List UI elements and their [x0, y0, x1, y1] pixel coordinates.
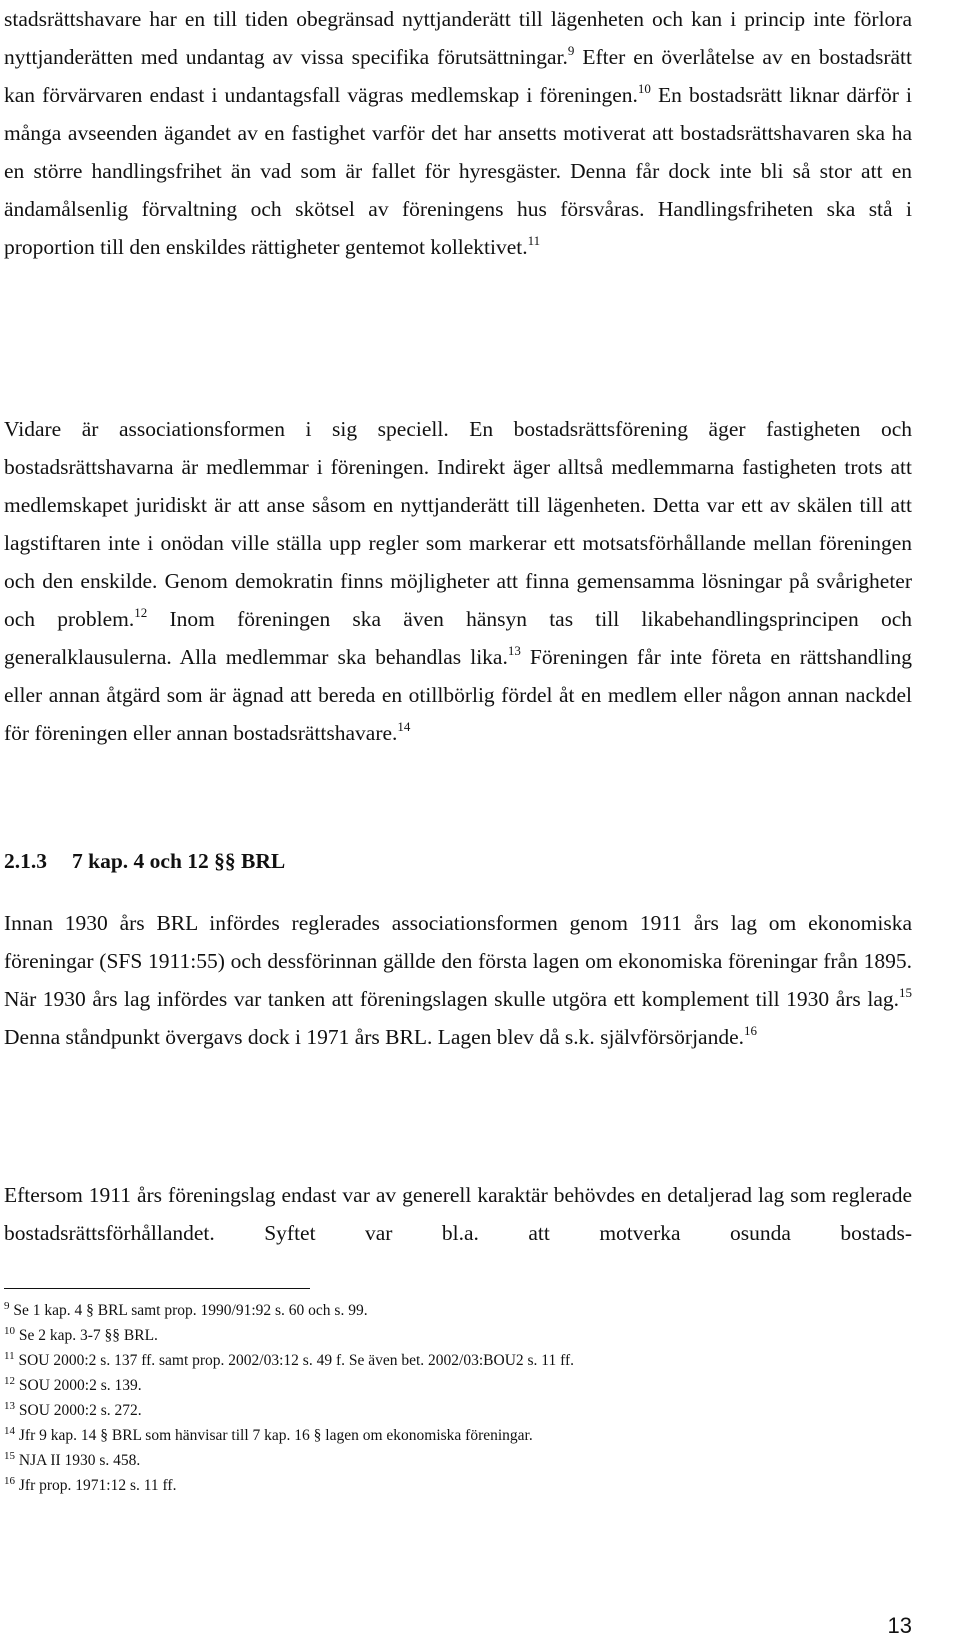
footnote-ref[interactable]: 10 — [637, 81, 651, 96]
footnote-ref[interactable]: 14 — [397, 719, 411, 734]
body-paragraph-4 — [4, 1176, 912, 1252]
footnote-text: Se 1 kap. 4 § BRL samt prop. 1990/91:92 s. 60 och s. 99. — [9, 1302, 368, 1319]
footnote — [4, 1373, 912, 1398]
body-paragraph-1 — [4, 0, 912, 266]
footnote-number: 12 — [4, 1375, 15, 1387]
footnote — [4, 1448, 912, 1473]
paragraph-text: Efter en överlåtelse av en bostadsrätt kan förvärvaren endast i undantagsfall vägras medlemskap i föreningen. — [4, 45, 912, 107]
footnote — [4, 1323, 912, 1348]
footnote-number: 11 — [4, 1350, 15, 1362]
footnote-number: 15 — [4, 1450, 15, 1462]
footnote-ref[interactable]: 16 — [744, 1023, 757, 1038]
footnote — [4, 1423, 912, 1448]
footnote-number: 14 — [4, 1425, 15, 1437]
footnote — [4, 1473, 912, 1498]
footnote-text: SOU 2000:2 s. 137 ff. samt prop. 2002/03:12 s. 49 f. Se även bet. 2002/03:BOU2 s. 11 ff. — [14, 1352, 575, 1369]
footnote-ref[interactable]: 9 — [567, 43, 575, 58]
paragraph-text: Innan 1930 års BRL infördes reglerades associationsformen genom 1911 års lag om ekonomiska föreningar (SFS 1911:55) och dessförinnan gällde den första lagen om ekonomiska föreningar från 1895. När 1930 års lag infördes var tanken att föreningslagen skulle utgöra ett komplement till 1930 års lag. — [4, 911, 912, 1011]
footnote — [4, 1348, 912, 1373]
footnote-ref[interactable]: 11 — [527, 233, 541, 248]
footnote — [4, 1298, 912, 1323]
footnote-ref[interactable]: 12 — [134, 605, 148, 620]
paragraph-text: Denna ståndpunkt övergavs dock i 1971 års BRL. Lagen blev då s.k. självförsörjande. — [4, 1025, 744, 1049]
section-heading — [4, 842, 285, 880]
footnote — [4, 1398, 912, 1423]
footnote-separator — [4, 1288, 310, 1289]
footnote-number: 13 — [4, 1400, 15, 1412]
footnote-text: Se 2 kap. 3-7 §§ BRL. — [15, 1327, 158, 1344]
footnote-ref[interactable]: 15 — [899, 985, 912, 1000]
paragraph-text: Vidare är associationsformen i sig speciell. En bostadsrättsförening äger fastigheten och bostadsrättshavarna är medlemmar i föreningen. Indirekt äger alltså medlemmarna fastigheten trots att medlemskapet juridiskt är att anse såsom en nyttjanderätt till lägenheten. Detta var ett av skälen till att lagstiftaren inte i onödan ville ställa upp regler som markerar ett motsatsförhållande mellan föreningen och den enskilde. Genom demokratin finns möjligheter att finna gemensamma lösningar på svårigheter och problem. — [4, 417, 912, 631]
footnotes-list — [4, 1298, 912, 1498]
footnote-text: Jfr 9 kap. 14 § BRL som hänvisar till 7 kap. 16 § lagen om ekonomiska föreningar. — [15, 1427, 533, 1444]
section-title: 7 kap. 4 och 12 §§ BRL — [72, 849, 286, 873]
footnote-ref[interactable]: 13 — [507, 643, 521, 658]
paragraph-text: stadsrättshavare har en till tiden obegränsad nyttjanderätt till lägenheten och kan i princip inte förlora nyttjanderätten med undantag av vissa specifika förutsättningar. — [4, 7, 912, 69]
footnote-text: Jfr prop. 1971:12 s. 11 ff. — [15, 1477, 177, 1494]
footnote-text: SOU 2000:2 s. 272. — [15, 1402, 142, 1419]
section-number: 2.1.3 — [4, 849, 47, 873]
page-number: 13 — [887, 1613, 912, 1638]
paragraph-text: Föreningen får inte företa en rättshandling eller annan åtgärd som är ägnad att bereda en otillbörlig fördel åt en medlem eller någon annan nackdel för föreningen eller annan bostadsrättshavare. — [4, 645, 912, 745]
footnote-number: 16 — [4, 1475, 15, 1487]
footnote-text: SOU 2000:2 s. 139. — [15, 1377, 142, 1394]
body-paragraph-3 — [4, 904, 912, 1056]
paragraph-text: En bostadsrätt liknar därför i många avseenden ägandet av en fastighet varför det har ansetts motiverat att bostadsrättshavaren ska ha en större handlingsfrihet än vad som är fallet för hyresgäster. Denna får dock inte bli så stor att en ändamålsenlig förvaltning och skötsel av föreningens hus försvåras. Handlingsfriheten ska stå i proportion till den enskildes rättigheter gentemot kollektivet. — [4, 83, 912, 259]
footnote-number: 9 — [4, 1300, 10, 1312]
paragraph-text: Inom föreningen ska även hänsyn tas till likabehandlingsprincipen och generalklausulerna. Alla medlemmar ska behandlas lika. — [4, 607, 912, 669]
footnote-text: NJA II 1930 s. 458. — [15, 1452, 141, 1469]
paragraph-text: Eftersom 1911 års föreningslag endast var av generell karaktär behövdes en detaljerad lag som reglerade bostadsrättsförhållandet. Syftet var bl.a. att motverka osunda bostads- — [4, 1183, 912, 1245]
body-paragraph-2 — [4, 410, 912, 752]
footnote-number: 10 — [4, 1325, 15, 1337]
